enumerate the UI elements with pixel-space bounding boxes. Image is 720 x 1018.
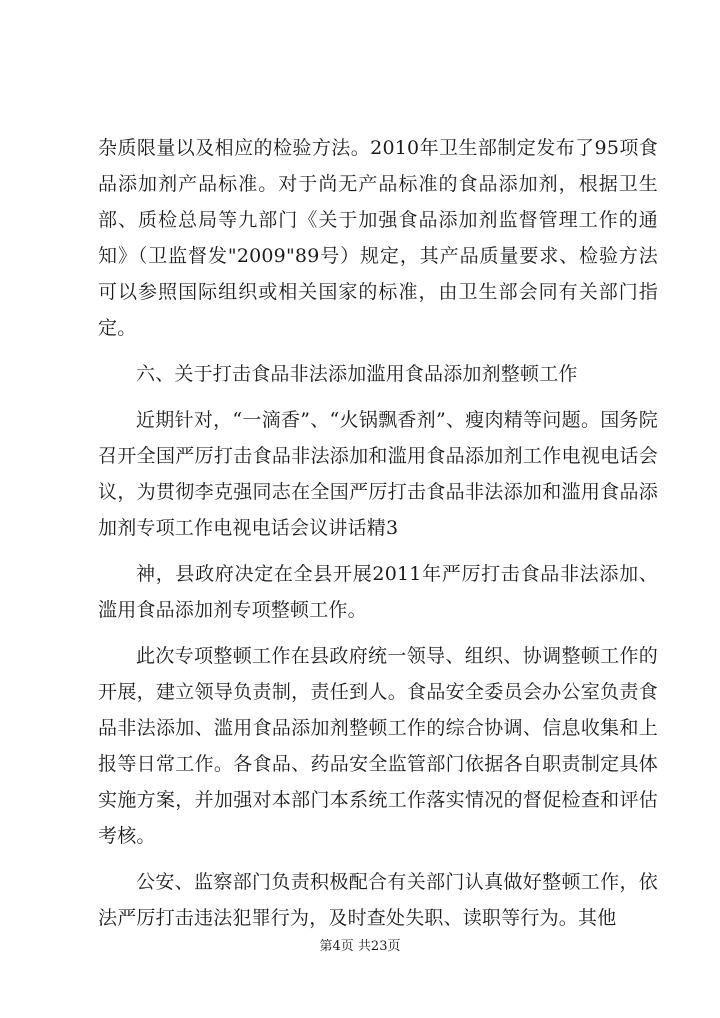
paragraph-police-supervision: 公安、监察部门负责积极配合有关部门认真做好整顿工作，依法严厉打击违法犯罪行为，及时查处失职、读职等行为。其他 [98,871,658,929]
page-footer [0,938,720,956]
paragraph-testing-methods: 杂质限量以及相应的检验方法。2010年卫生部制定发布了95项食品添加剂产品标准。对于尚无产品标准的食品添加剂，根据卫生部、质检总局等九部门《关于加强食品添加剂监督管理工作的通知》（卫监督发"2009"89号）规定，其产品质量要求、检验方法可以参照国际组织或相关国家的标准，由卫生部会同有关部门指定。 [98,137,658,339]
page-number-label: 第4页 共23页 [319,939,401,954]
section-heading-six: 六、关于打击食品非法添加滥用食品添加剂整顿工作 [136,363,578,385]
body-text [98,130,658,936]
paragraph-leadership: 此次专项整顿工作在县政府统一领导、组织、协调整顿工作的开展，建立领导负责制，责任到人。食品安全委员会办公室负责食品非法添加、滥用食品添加剂整顿工作的综合协调、信息收集和上报等日常工作。各食品、药品安全监管部门依据各自职责制定具体实施方案，并加强对本部门本系统工作落实情况的督促检查和评估考核。 [98,645,658,847]
paragraph-county-campaign: 神，县政府决定在全县开展2011年严厉打击食品非法添加、滥用食品添加剂专项整顿工作。 [98,563,658,621]
paragraph-recent-issues: 近期针对，“一滴香”、“火锅飘香剂”、瘦肉精等问题。国务院召开全国严厉打击食品非法添加和滥用食品添加剂工作电视电话会议，为贯彻李克强同志在全国严厉打击食品非法添加和滥用食品添加剂专项工作电视电话会议讲话精3 [98,409,658,539]
